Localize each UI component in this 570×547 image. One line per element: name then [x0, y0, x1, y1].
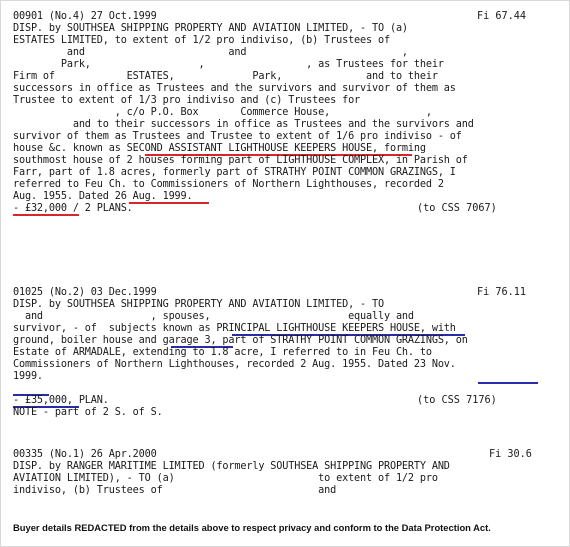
text-line: ground, boiler house and garage 3, part of STRATHY POINT COMMON GRAZINGS, on [13, 335, 468, 346]
note-line: NOTE - part of 2 S. of S. [13, 407, 163, 418]
text-line: survivor of them as Trustees and Trustee to extent of 1/6 pro indiviso - of [13, 131, 462, 142]
highlight-underline [129, 202, 209, 204]
text-line: Commissioners of Northern Lighthouses, recorded 2 Aug. 1955. Dated 23 Nov. [13, 359, 456, 370]
css-ref: (to CSS 7067) [417, 203, 497, 214]
text-line: DISP. by RANGER MARITIME LIMITED (formerly SOUTHSEA SHIPPING PROPERTY AND [13, 461, 450, 472]
price-line: - £32,000 / 2 PLANS. [13, 203, 133, 214]
folio-ref: Fi 76.11 [477, 287, 527, 298]
text-line: and , spouses, equally and [13, 311, 414, 322]
text-line: Estate of ARMADALE, extending to 1.8 acre, I referred to in Feu Ch. to [13, 347, 432, 358]
entry-header: 01025 (No.2) 03 Dec.1999 [13, 287, 157, 298]
text-line: , c/o P.O. Box Commerce House, , [13, 107, 432, 118]
redaction-footnote: Buyer details REDACTED from the details above to respect privacy and conform to the Data Protection Act. [13, 522, 491, 533]
text-line: successors in office as Trustees and the survivors and survivor of them as [13, 83, 456, 94]
folio-ref: Fi 67.44 [477, 11, 527, 22]
text-line: referred to Feu Ch. to Commissioners of Northern Lighthouses, recorded 2 [13, 179, 444, 190]
text-line: southmost house of 2 houses forming part of LIGHTHOUSE COMPLEX, in Parish of [13, 155, 468, 166]
folio-ref: Fi 30.6 [489, 449, 532, 460]
text-line: Firm of ESTATES, Park, and to their [13, 71, 438, 82]
entry-header: 00901 (No.4) 27 Oct.1999 [13, 11, 157, 22]
text-line: 1999. [13, 371, 43, 382]
price-line: - £35,000, PLAN. [13, 395, 109, 406]
text-line: ESTATES LIMITED, to extent of 1/2 pro indiviso, (b) Trustees of [13, 35, 390, 46]
text-line: and and , [13, 47, 408, 58]
highlight-underline [13, 214, 79, 216]
entry-header: 00335 (No.1) 26 Apr.2000 [13, 449, 157, 460]
text-line: and to their successors in office as Trustees and the survivors and [13, 119, 474, 130]
highlight-underline [478, 382, 538, 384]
text-line: Trustee to extent of 1/3 pro indiviso and (c) Trustees for [13, 95, 361, 106]
text-line: indiviso, (b) Trustees of and [13, 485, 337, 496]
text-line: Park, , , as Trustees for their [13, 59, 444, 70]
text-line: Farr, part of 1.8 acres, formerly part of STRATHY POINT COMMON GRAZINGS, I [13, 167, 456, 178]
text-line: AVIATION LIMITED), - TO (a) to extent of 1/2 pro [13, 473, 438, 484]
text-line: house &c. known as SECOND ASSISTANT LIGHTHOUSE KEEPERS HOUSE, forming [13, 143, 426, 154]
text-line: survivor, - of subjects known as PRINCIPAL LIGHTHOUSE KEEPERS HOUSE, with [13, 323, 456, 334]
text-line: Aug. 1955. Dated 26 Aug. 1999. [13, 191, 193, 202]
text-line: DISP. by SOUTHSEA SHIPPING PROPERTY AND AVIATION LIMITED, - TO (a) [13, 23, 408, 34]
css-ref: (to CSS 7176) [417, 395, 497, 406]
text-line: DISP. by SOUTHSEA SHIPPING PROPERTY AND AVIATION LIMITED, - TO [13, 299, 384, 310]
